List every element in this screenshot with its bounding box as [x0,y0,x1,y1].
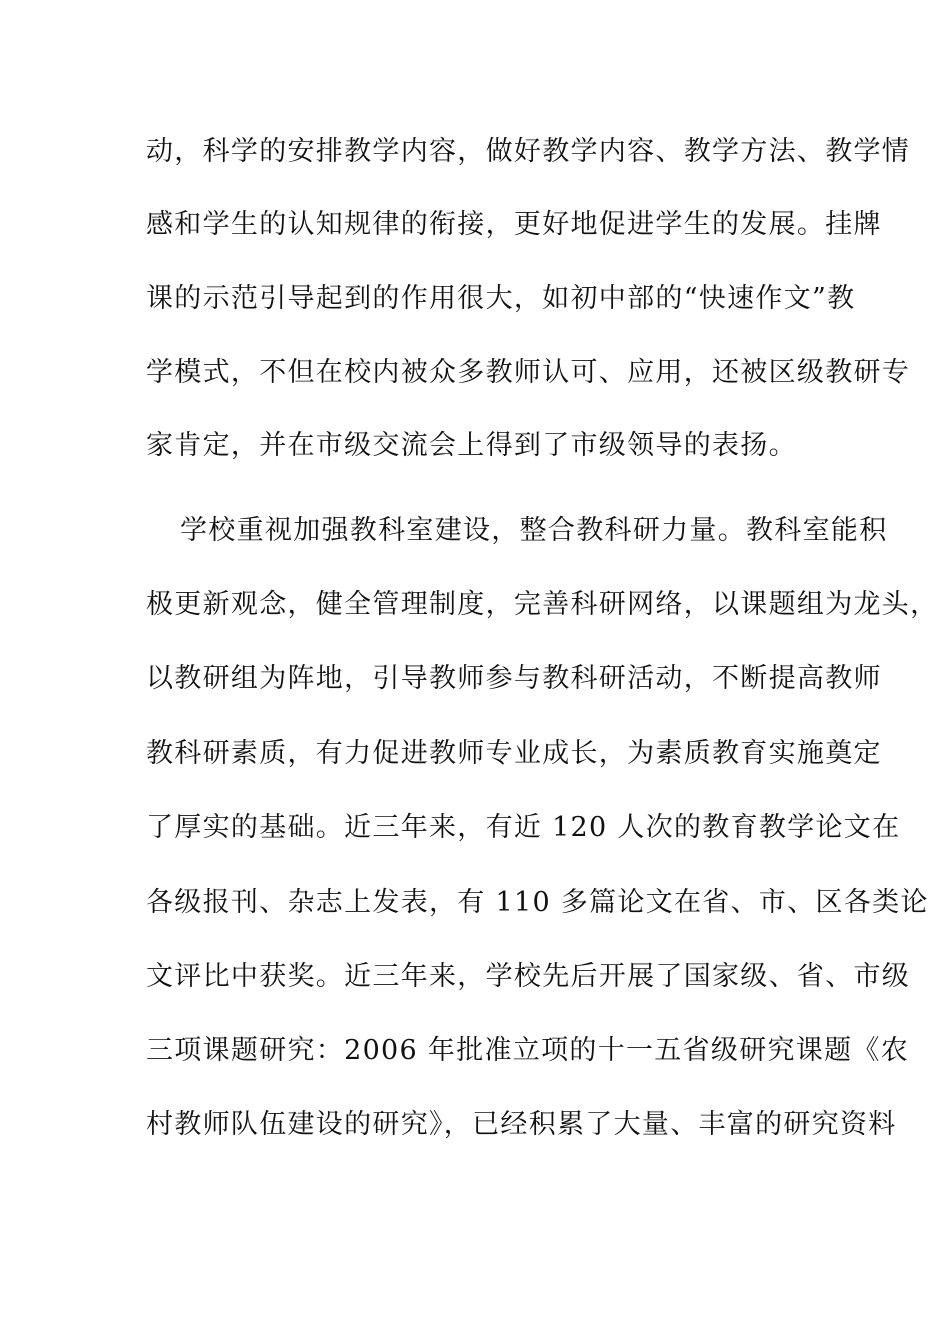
text-line: 课的示范引导起到的作用很大，如初中部的“快速作文”教 [146,283,856,314]
text-line: 动，科学的安排教学内容，做好教学内容、教学方法、教学情 [146,136,911,167]
text-line: 教科研素质，有力促进教师专业成长，为素质教育实施奠定 [146,738,882,769]
text-line: 村教师队伍建设的研究》，已经积累了大量、丰富的研究资料 [146,1109,897,1140]
text-line: 了厚实的基础。近三年来，有近 120 人次的教育教学论文在 [146,812,901,843]
text-line: 家肯定，并在市级交流会上得到了市级领导的表扬。 [146,430,797,461]
text-line: 学模式，不但在校内被众多教师认可、应用，还被区级教研专 [146,357,911,388]
text-line: 文评比中获奖。近三年来，学校先后开展了国家级、省、市级 [146,961,911,992]
text-line: 学校重视加强教科室建设，整合教科研力量。教科室能积 [180,515,888,546]
text-line: 感和学生的认知规律的衔接，更好地促进学生的发展。挂牌 [146,209,882,240]
text-line: 极更新观念，健全管理制度，完善科研网络，以课题组为龙头， [146,589,939,620]
text-line: 三项课题研究：2006 年批准立项的十一五省级研究课题《农 [146,1035,909,1066]
text-line: 各级报刊、杂志上发表，有 110 多篇论文在省、市、区各类论 [146,887,929,918]
text-line: 以教研组为阵地，引导教师参与教科研活动，不断提高教师 [146,663,882,694]
